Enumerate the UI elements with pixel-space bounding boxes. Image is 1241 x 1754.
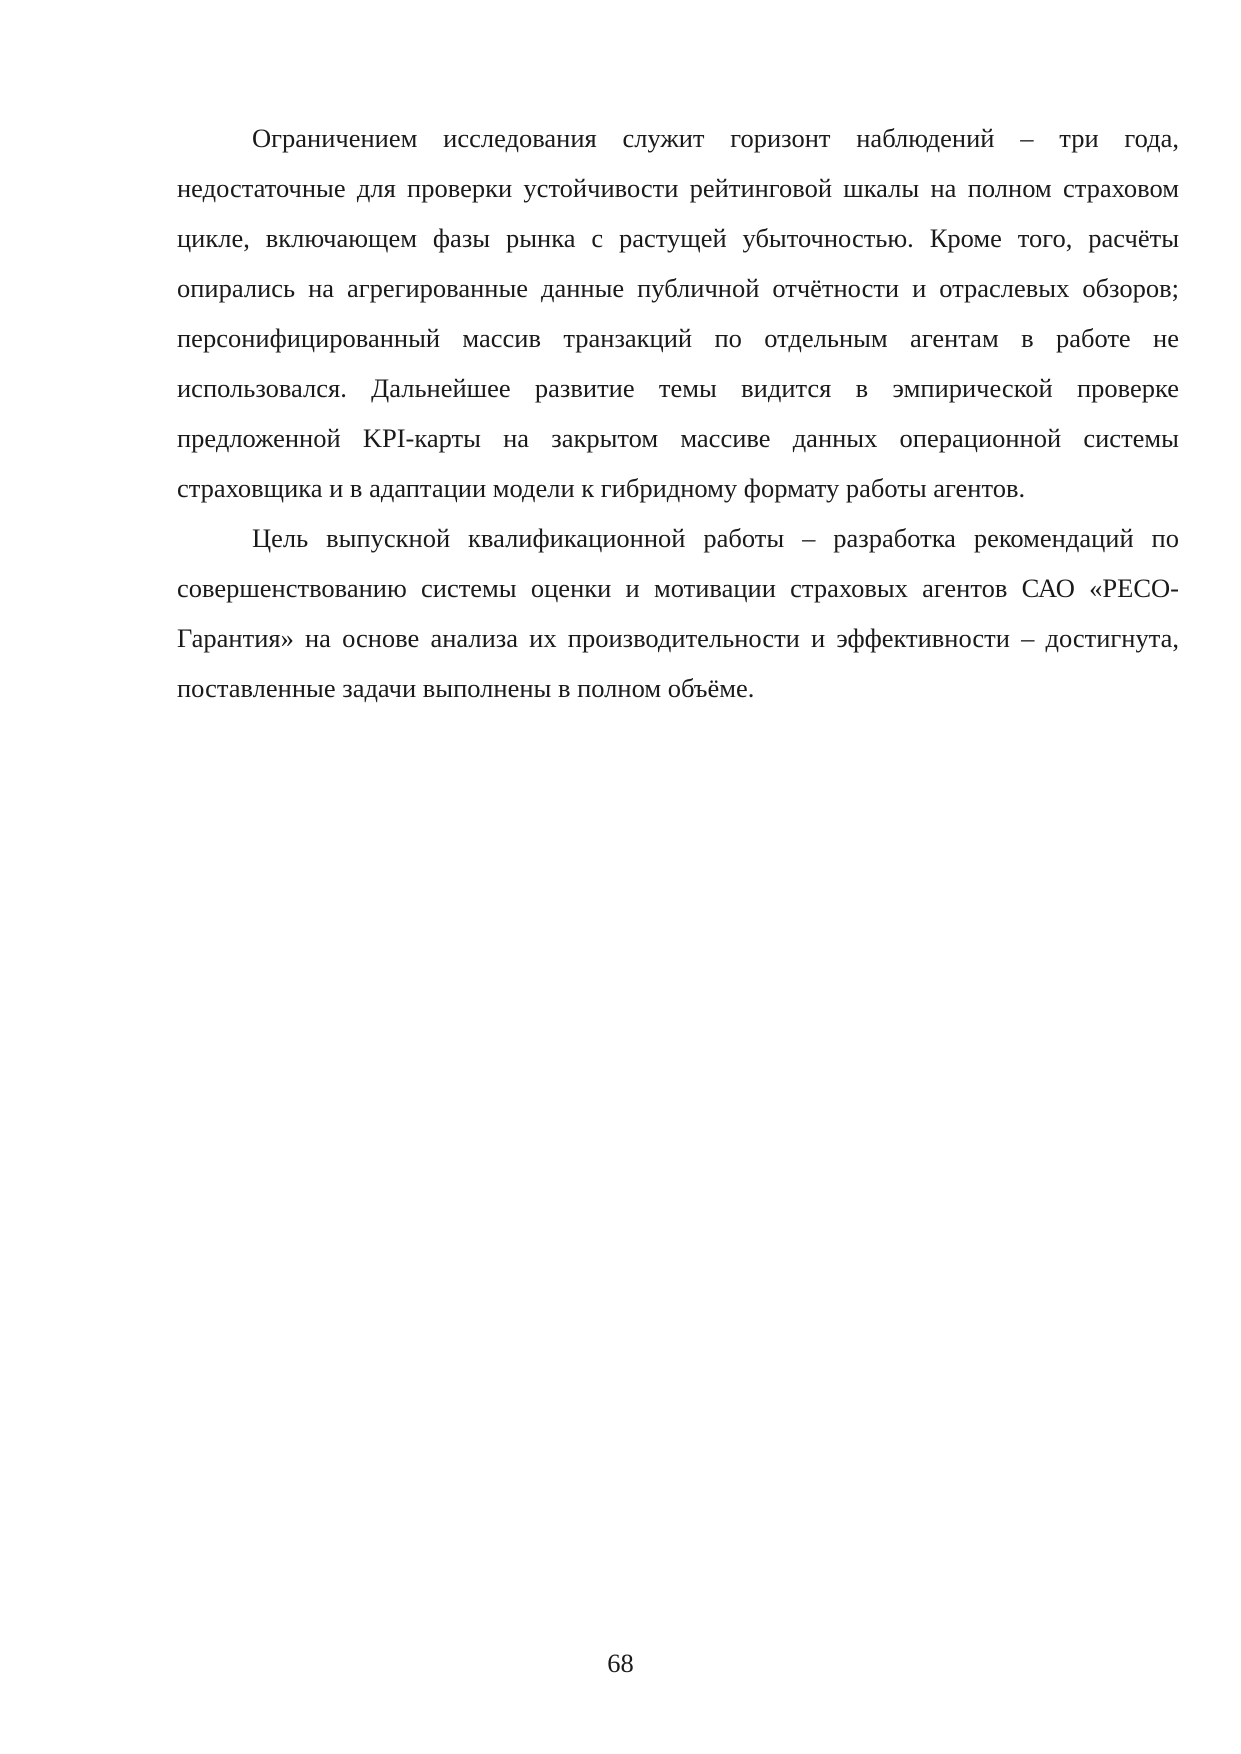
paragraph-limitations: Ограничением исследования служит горизонт наблюдений – три года, недостаточные для проверки устойчивости рейтинговой шкалы на полном страховом цикле, включающем фазы рынка с растущей убыточностью. Кроме того, расчёты опирались на агрегированные данные публичной отчётности и отраслевых обзоров; персонифицированный массив транзакций по отдельным агентам в работе не использовался. Дальнейшее развитие темы видится в эмпирической проверке предложенной KPI-карты на закрытом массиве данных операционной системы страховщика и в адаптации модели к гибридному формату работы агентов. [177, 123, 1179, 503]
page-number: 68 [607, 1648, 634, 1678]
body-text [177, 113, 1179, 713]
paragraph-conclusion: Цель выпускной квалификационной работы – разработка рекомендаций по совершенствованию системы оценки и мотивации страховых агентов САО «РЕСО-Гарантия» на основе анализа их производительности и эффективности – достигнута, поставленные задачи выполнены в полном объёме. [177, 523, 1179, 703]
